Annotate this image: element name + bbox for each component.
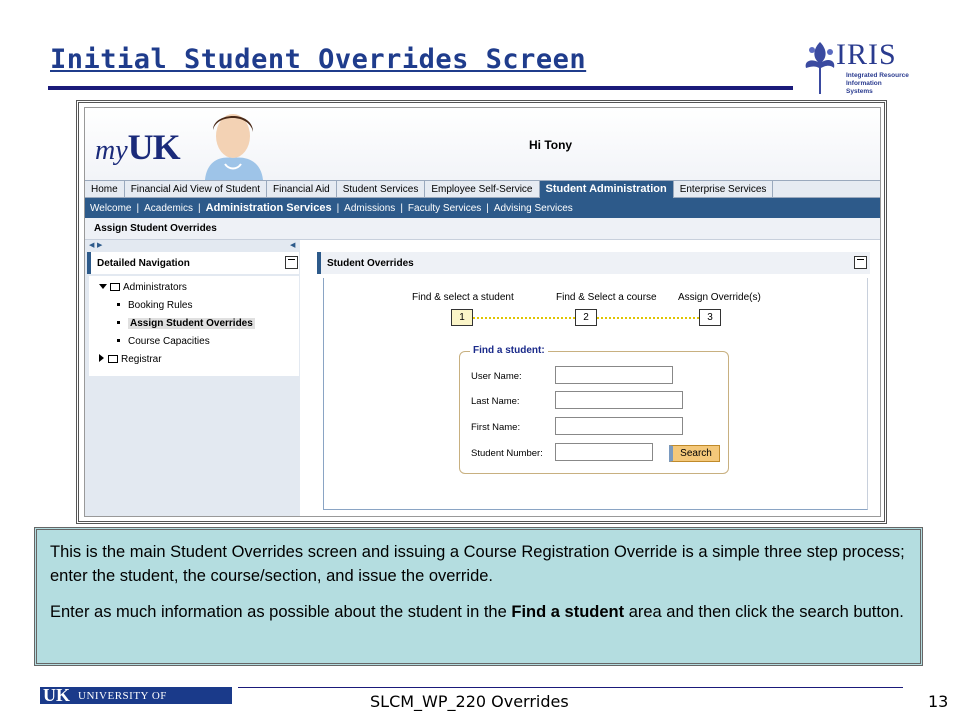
subtab-separator: | xyxy=(486,202,489,214)
nav-collapse-arrow-icon[interactable]: ◀ xyxy=(290,242,296,249)
step-1-box[interactable]: 1 xyxy=(451,309,473,326)
footer-rule xyxy=(238,687,903,688)
detailed-navigation-panel xyxy=(85,240,300,517)
tab-home[interactable]: Home xyxy=(85,181,125,198)
callout-paragraph-1: This is the main Student Overrides screen and issuing a Course Registration Override is a simple three step process; enter the student, the course/section, and issue the override. xyxy=(50,543,905,585)
slide-title: Initial Student Overrides Screen xyxy=(50,44,587,75)
nav-item-booking-rules[interactable]: Booking Rules xyxy=(117,300,192,311)
overrides-body xyxy=(323,278,868,510)
portal-brand-bar xyxy=(85,108,881,180)
iris-logo-word: IRIS xyxy=(836,38,897,71)
step-2-box[interactable]: 2 xyxy=(575,309,597,326)
student-overrides-panel xyxy=(307,240,881,517)
step-1-label: Find & select a student xyxy=(412,292,514,303)
expand-right-icon[interactable] xyxy=(99,354,104,362)
expand-down-icon[interactable] xyxy=(99,284,107,289)
callout-paragraph-2: Enter as much information as possible about the student in the Find a student area and then click the search button. xyxy=(50,603,904,621)
nav-right-arrow-icon[interactable]: ▶ xyxy=(97,242,103,249)
step-3-label: Assign Override(s) xyxy=(678,292,761,303)
subtab-separator: | xyxy=(136,202,140,214)
search-button[interactable]: Search xyxy=(669,445,720,462)
nav-item-assign-student-overrides[interactable]: Assign Student Overrides xyxy=(117,318,255,329)
iris-logo xyxy=(800,38,910,96)
portal-screenshot xyxy=(76,100,887,524)
secondary-navigation xyxy=(85,198,881,218)
myuk-logo[interactable]: myUK xyxy=(95,127,180,167)
find-student-group xyxy=(459,345,729,474)
step-connector xyxy=(597,317,699,319)
subtab-separator: | xyxy=(336,202,340,214)
nav-resize-controls xyxy=(87,241,297,249)
top-navigation-tabs xyxy=(85,180,881,198)
subtab-admissions[interactable]: Admissions xyxy=(344,202,396,214)
subtab-advising-services[interactable]: Advising Services xyxy=(493,202,573,214)
folder-icon xyxy=(108,355,118,363)
subtab-academics[interactable]: Academics xyxy=(144,202,194,214)
iris-logo-subtitle: Integrated Resource Information Systems xyxy=(846,72,909,95)
folder-icon xyxy=(110,283,120,291)
page-title: Assign Student Overrides xyxy=(94,223,217,234)
tab-employee-self-service[interactable]: Employee Self-Service xyxy=(425,181,539,198)
step-3-box[interactable]: 3 xyxy=(699,309,721,326)
tab-student-services[interactable]: Student Services xyxy=(337,181,426,198)
main-minimize-icon[interactable] xyxy=(854,256,867,269)
iris-flower-icon xyxy=(800,38,840,96)
nav-left-arrow-icon[interactable]: ◀ xyxy=(89,242,95,249)
subtab-welcome[interactable]: Welcome xyxy=(90,202,132,214)
tab-financial-aid[interactable]: Financial Aid xyxy=(267,181,337,198)
tab-financial-aid-view-of-student[interactable]: Financial Aid View of Student xyxy=(125,181,267,198)
nav-tree xyxy=(89,276,299,376)
subtab-separator: | xyxy=(400,202,403,214)
nav-folder-registrar[interactable]: Registrar xyxy=(99,354,162,365)
step-connector xyxy=(473,317,575,319)
nav-item-course-capacities[interactable]: Course Capacities xyxy=(117,336,210,347)
first-name-label: First Name: xyxy=(471,422,521,433)
last-name-label: Last Name: xyxy=(471,396,520,407)
page-number: 13 xyxy=(928,692,949,711)
tab-enterprise-services[interactable]: Enterprise Services xyxy=(674,181,774,198)
tab-student-administration[interactable]: Student Administration xyxy=(540,181,674,198)
student-number-input[interactable] xyxy=(555,443,653,461)
nav-minimize-icon[interactable] xyxy=(285,256,298,269)
subtab-separator: | xyxy=(198,202,201,214)
page-title-bar xyxy=(85,218,881,240)
main-header-title: Student Overrides xyxy=(327,258,414,269)
user-greeting: Hi Tony xyxy=(529,138,573,152)
main-header xyxy=(317,252,870,274)
footer-title: SLCM_WP_220 Overrides xyxy=(370,692,569,711)
title-rule xyxy=(48,86,793,90)
find-student-legend: Find a student: xyxy=(470,345,548,356)
first-name-input[interactable] xyxy=(555,417,683,435)
user-name-input[interactable] xyxy=(555,366,673,384)
portal-person-image xyxy=(175,108,285,180)
instruction-callout xyxy=(34,527,923,666)
nav-folder-administrators[interactable]: Administrators xyxy=(99,282,187,293)
step-2-label: Find & Select a course xyxy=(556,292,657,303)
subtab-faculty-services[interactable]: Faculty Services xyxy=(407,202,482,214)
subtab-administration-services[interactable]: Administration Services xyxy=(205,202,332,214)
user-name-label: User Name: xyxy=(471,371,522,382)
student-number-label: Student Number: xyxy=(471,448,543,459)
last-name-input[interactable] xyxy=(555,391,683,409)
nav-header-title: Detailed Navigation xyxy=(97,258,190,269)
university-of-kentucky-logo: UK UNIVERSITY OF KENTUCKY xyxy=(40,687,232,704)
nav-header xyxy=(87,252,299,274)
